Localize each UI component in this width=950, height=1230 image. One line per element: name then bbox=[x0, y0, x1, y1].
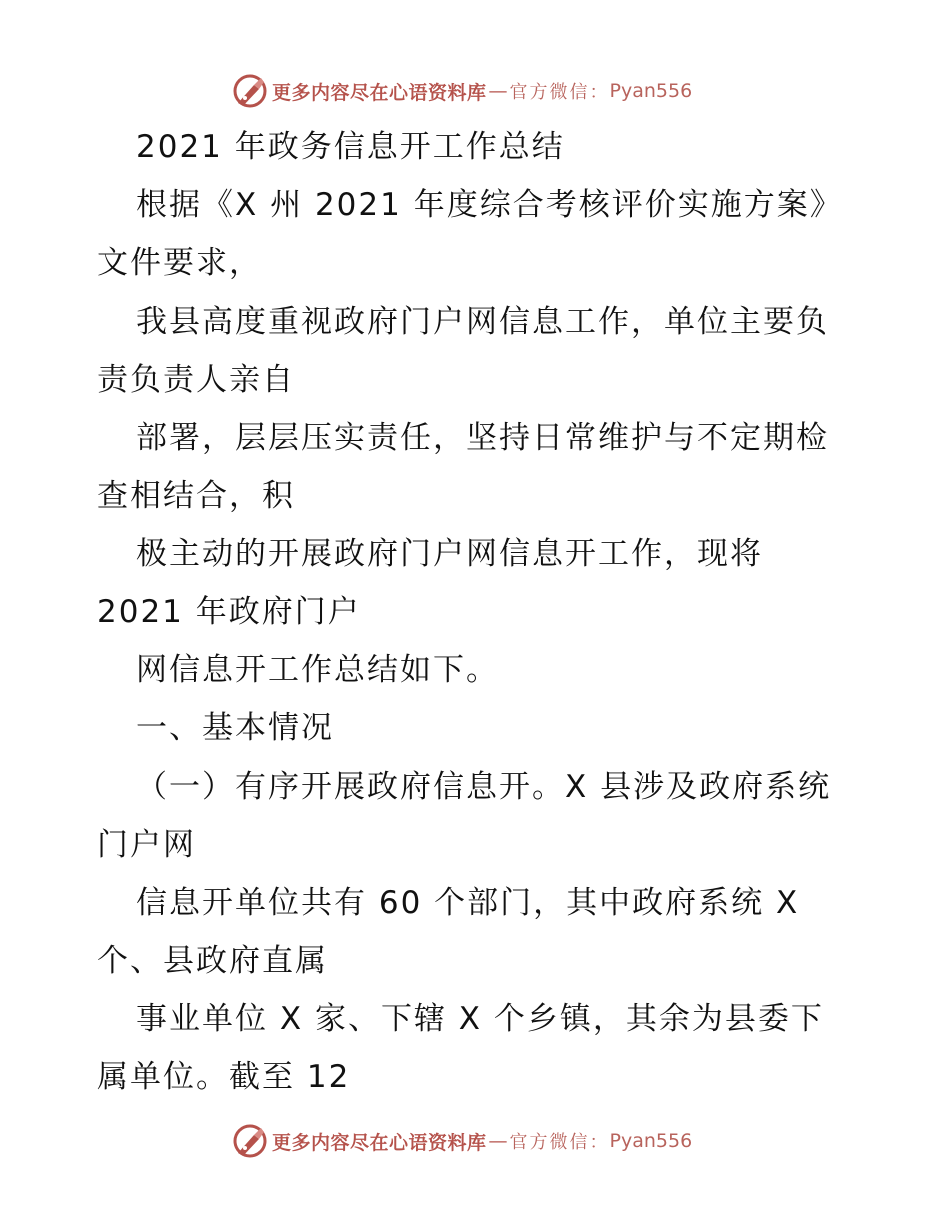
section-heading: 一、基本情况 bbox=[136, 710, 334, 746]
watermark-footer bbox=[232, 1122, 692, 1160]
watermark-main-text: 更多内容尽在心语资料库 bbox=[272, 1131, 487, 1154]
pen-logo-icon bbox=[232, 1123, 268, 1159]
watermark-wechat-label: 官方微信： bbox=[509, 1132, 610, 1153]
paragraph-line: 查相结合，积 bbox=[97, 478, 295, 514]
paragraph-line: 极主动的开展政府门户网信息开工作，现将 bbox=[136, 536, 763, 572]
watermark-wechat-id: Pyan556 bbox=[609, 80, 693, 102]
paragraph-line: 根据《X 州 2021 年度综合考核评价实施方案》 bbox=[136, 187, 843, 223]
paragraph-line: 信息开单位共有 60 个部门，其中政府系统 X bbox=[136, 885, 800, 921]
paragraph-line: 网信息开工作总结如下。 bbox=[136, 652, 499, 688]
paragraph-line: 属单位。截至 12 bbox=[97, 1059, 351, 1095]
paragraph-line: 我县高度重视政府门户网信息工作，单位主要负 bbox=[136, 304, 829, 340]
pen-logo-icon bbox=[232, 73, 268, 109]
paragraph-line: 责负责人亲自 bbox=[97, 362, 295, 398]
watermark-separator: — bbox=[488, 80, 508, 102]
watermark-header bbox=[232, 72, 692, 110]
paragraph-line: 个、县政府直属 bbox=[97, 943, 328, 979]
subsection-heading: （一）有序开展政府信息开。X 县涉及政府系统 bbox=[136, 769, 832, 805]
watermark-separator: — bbox=[488, 1130, 508, 1152]
watermark-wechat-id: Pyan556 bbox=[609, 1130, 693, 1152]
paragraph-line: 门户网 bbox=[97, 827, 196, 863]
document-title: 2021 年政务信息开工作总结 bbox=[136, 129, 565, 165]
watermark-wechat-label: 官方微信： bbox=[509, 82, 610, 103]
paragraph-line: 2021 年政府门户 bbox=[97, 594, 361, 630]
paragraph-line: 事业单位 X 家、下辖 X 个乡镇，其余为县委下 bbox=[136, 1001, 824, 1037]
paragraph-line: 文件要求， bbox=[97, 245, 262, 281]
watermark-main-text: 更多内容尽在心语资料库 bbox=[272, 81, 487, 104]
paragraph-line: 部署，层层压实责任，坚持日常维护与不定期检 bbox=[136, 420, 829, 456]
